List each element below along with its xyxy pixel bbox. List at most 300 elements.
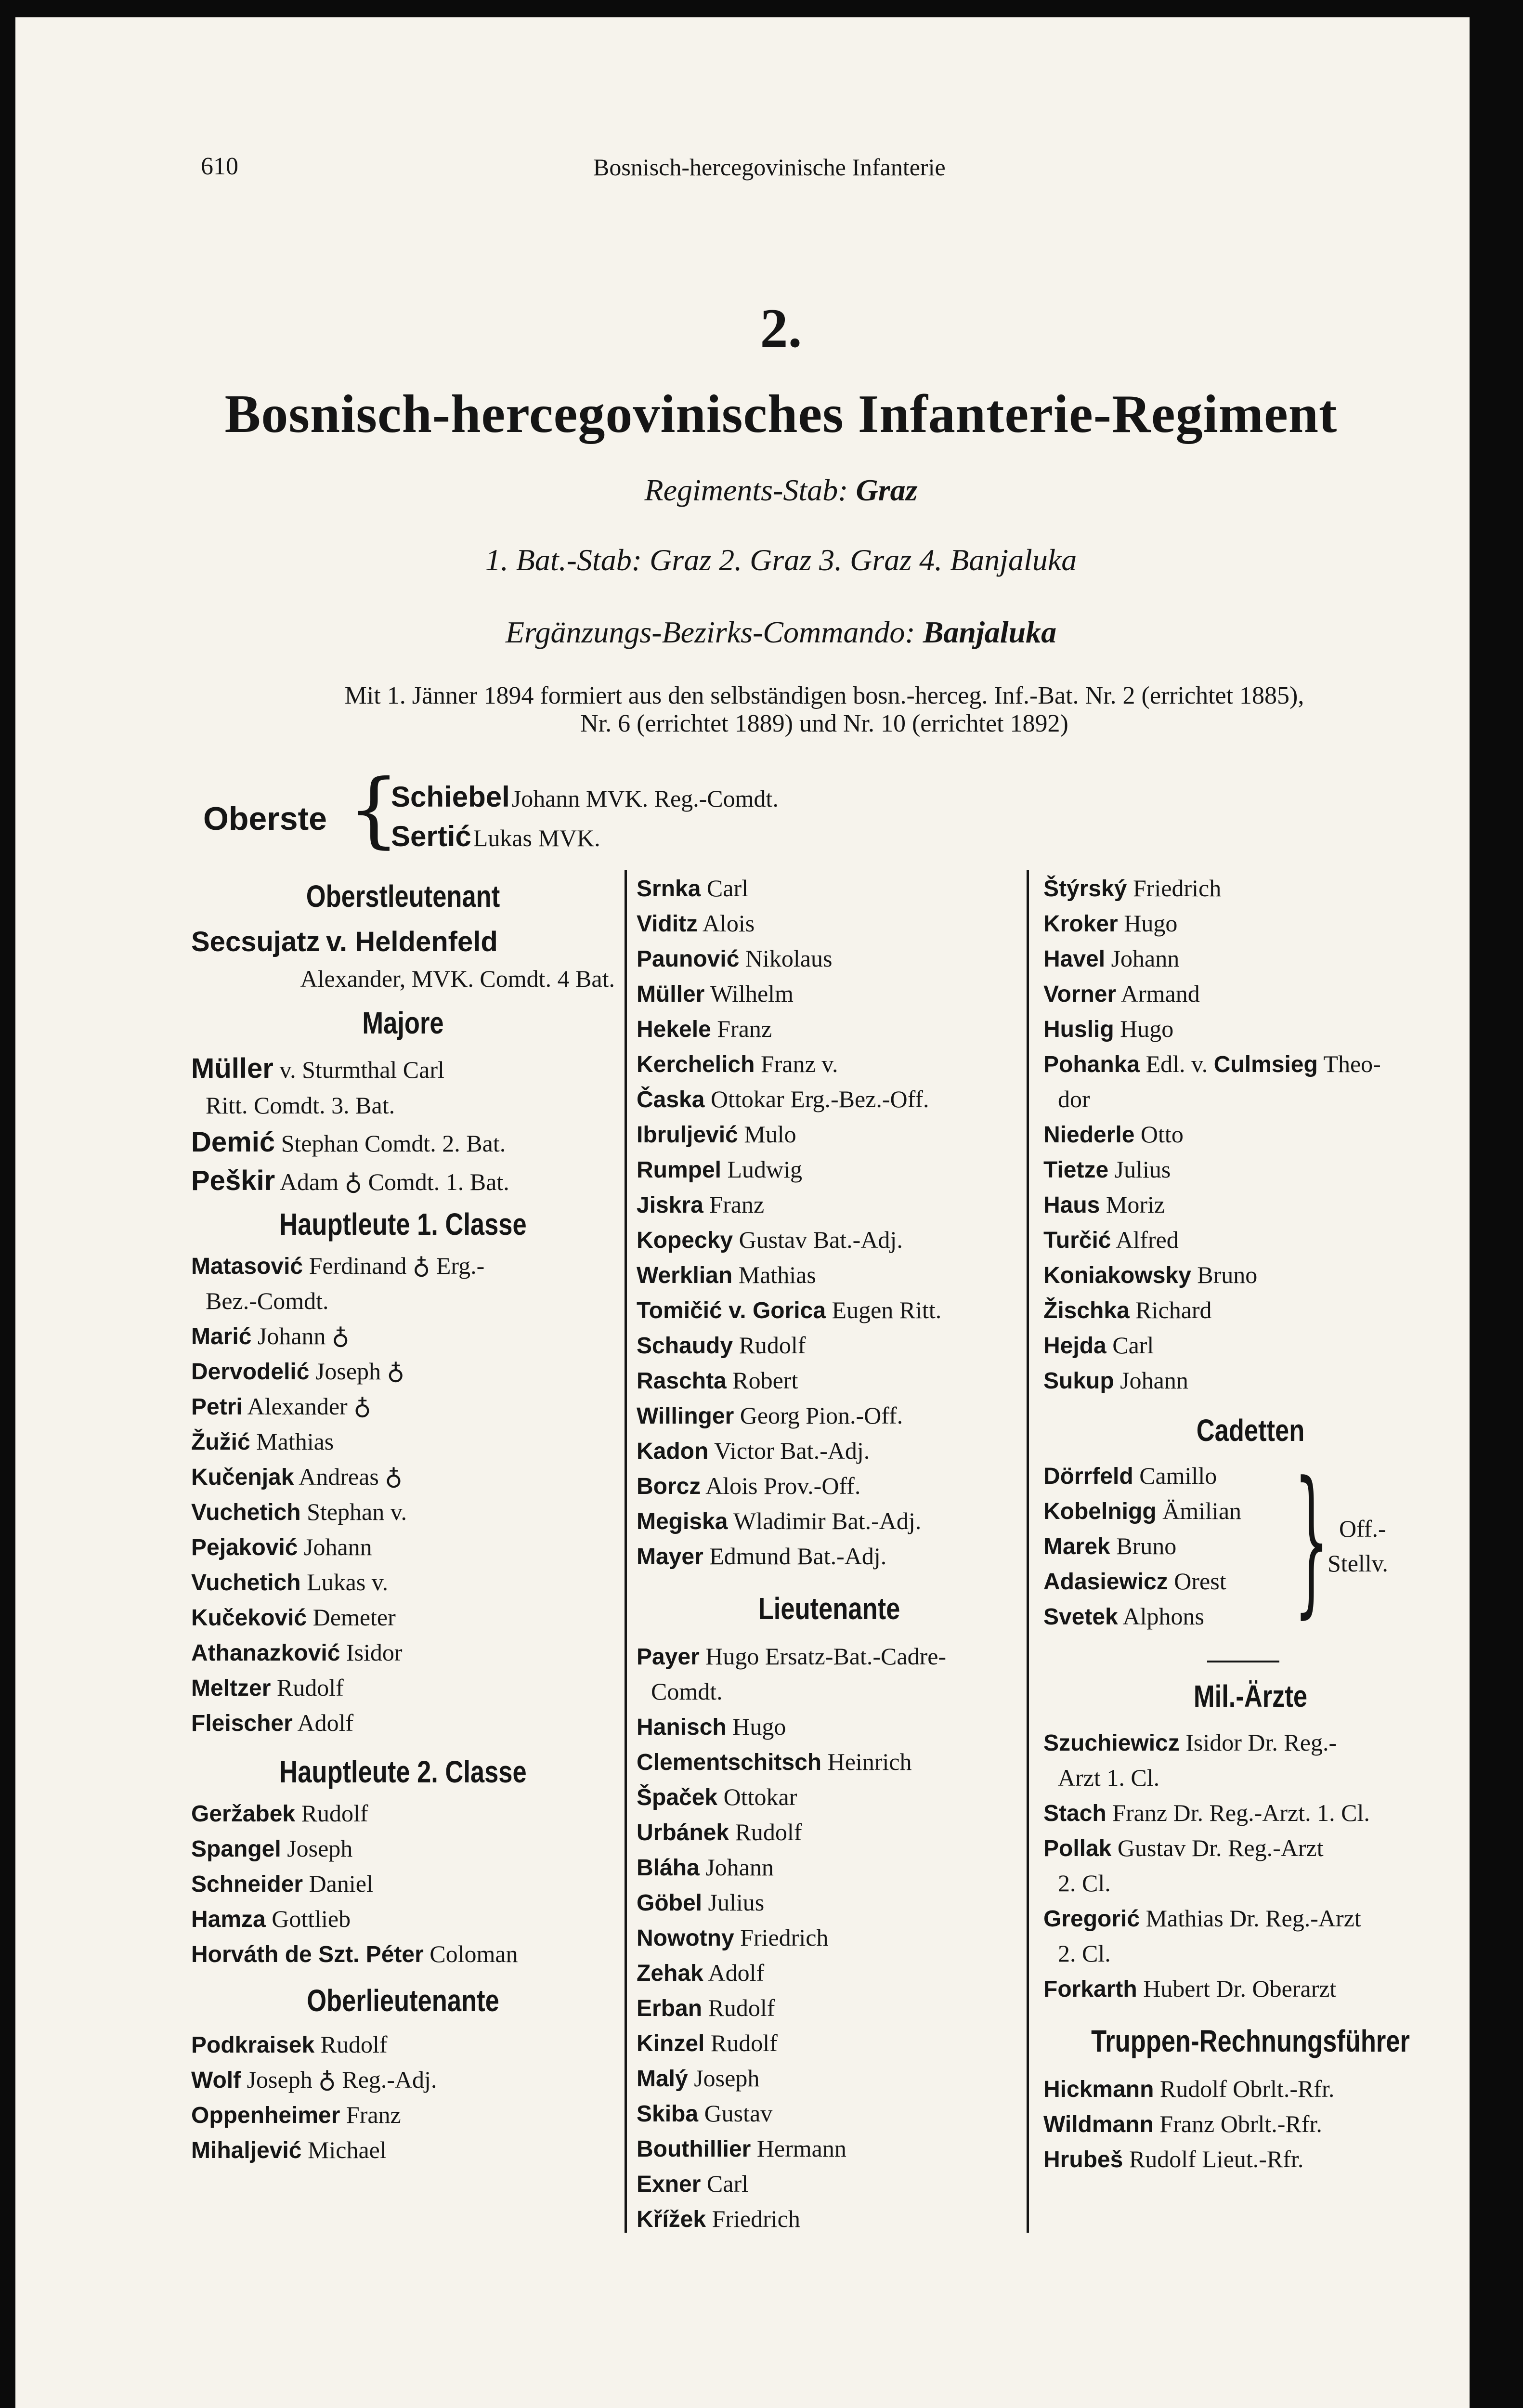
officer-name: Bouthillier bbox=[637, 2136, 751, 2162]
officer-name: Marek bbox=[1043, 1534, 1110, 1559]
column-2 bbox=[637, 871, 1022, 2237]
officer-details: Wladimir Bat.-Adj. bbox=[733, 1507, 922, 1534]
section-oberlieutenante: Oberlieutenante bbox=[307, 1983, 499, 2018]
officer-name: Štýrský bbox=[1043, 876, 1127, 902]
officer-name: Pohanka bbox=[1043, 1052, 1140, 1077]
list-item bbox=[191, 2097, 615, 2133]
officer-name: Hrubeš bbox=[1043, 2147, 1123, 2172]
cadetten-rank-note bbox=[1328, 1511, 1388, 1581]
officer-name: Meltzer bbox=[191, 1675, 271, 1701]
officer-name: Geržabek bbox=[191, 1801, 296, 1827]
officer-details: Mulo bbox=[744, 1121, 796, 1148]
officer-name: Časka bbox=[637, 1087, 705, 1112]
officer-details: Johann ♁ bbox=[257, 1322, 350, 1349]
list-item bbox=[637, 1187, 1022, 1222]
list-item bbox=[637, 1328, 1022, 1363]
officer-name: Borcz bbox=[637, 1474, 701, 1499]
officer-details: Ludwig bbox=[727, 1156, 803, 1183]
officer-name: Huslig bbox=[1043, 1017, 1114, 1042]
list-item bbox=[637, 1082, 1022, 1117]
officer-details: Andreas ♁ bbox=[299, 1463, 403, 1490]
officer-name: Žužić bbox=[191, 1429, 250, 1455]
list-item bbox=[637, 2061, 1022, 2096]
officer-name: Culmsieg bbox=[1213, 1052, 1318, 1077]
officer-name: Podkraisek bbox=[191, 2032, 315, 2058]
officer-name: Žischka bbox=[1043, 1298, 1130, 1323]
officer-details: Julius bbox=[708, 1889, 765, 1916]
officer-name: Hanisch bbox=[637, 1714, 727, 1740]
battalion-stations: 1. Bat.-Stab: Graz 2. Graz 3. Graz 4. Banjaluka bbox=[485, 543, 1077, 577]
list-item bbox=[637, 941, 1022, 976]
officer-details: Rudolf bbox=[320, 2031, 388, 2058]
officer-name: Hejda bbox=[1043, 1333, 1106, 1359]
officer-name: Paunović bbox=[637, 946, 740, 972]
list-item bbox=[1043, 1725, 1458, 1760]
officer-details: Hugo bbox=[1120, 1015, 1174, 1042]
officer-details: Hugo bbox=[1124, 910, 1178, 937]
list-item bbox=[1043, 2071, 1458, 2107]
officer-details: Franz v. bbox=[760, 1050, 838, 1077]
list-item bbox=[1043, 941, 1458, 976]
officer-details: Edmund Bat.-Adj. bbox=[709, 1543, 887, 1570]
list-item bbox=[637, 1363, 1022, 1398]
list-item bbox=[637, 1885, 1022, 1920]
regiments-stab-label: Regiments-Stab: bbox=[644, 473, 848, 507]
officer-details: 2. Cl. bbox=[1058, 1870, 1111, 1897]
officer-name: Oppenheimer bbox=[191, 2103, 340, 2128]
officer-details: Joseph bbox=[287, 1835, 353, 1862]
officer-details: Camillo bbox=[1139, 1462, 1217, 1489]
list-item bbox=[191, 1494, 615, 1530]
officer-details: Rudolf Obrlt.-Rfr. bbox=[1159, 2075, 1335, 2102]
list-item bbox=[1043, 1293, 1458, 1328]
officer-details: Otto bbox=[1140, 1121, 1184, 1148]
officer-name: Koniakowsky bbox=[1043, 1263, 1191, 1288]
list-item bbox=[191, 1319, 615, 1354]
officer-details: Johann bbox=[303, 1533, 372, 1560]
officer-details: Wilhelm bbox=[710, 980, 794, 1007]
column-divider-right bbox=[1027, 870, 1029, 2233]
officer-details: Armand bbox=[1120, 980, 1200, 1007]
officer-details: Joseph bbox=[694, 2065, 760, 2092]
ergaenzungs-bezirks-commando bbox=[15, 615, 1470, 650]
list-item bbox=[1043, 1529, 1458, 1564]
cadetten-brace: } bbox=[1294, 1448, 1329, 1633]
officer-name: Vorner bbox=[1043, 982, 1117, 1007]
officer-details: Carl bbox=[706, 2170, 748, 2197]
officer-details: Rudolf Lieut.-Rfr. bbox=[1129, 2146, 1304, 2172]
officer-name: Mihaljević bbox=[191, 2138, 302, 2163]
officer-details: Carl bbox=[1112, 1332, 1154, 1359]
list-item bbox=[637, 1117, 1022, 1152]
officer-details: Hugo Ersatz-Bat.-Cadre- bbox=[705, 1643, 947, 1670]
officer-details: Nikolaus bbox=[745, 945, 833, 972]
officer-details: Carl bbox=[706, 875, 748, 902]
officer-details: Hubert Dr. Oberarzt bbox=[1143, 1975, 1337, 2002]
cadetten-group bbox=[1043, 1448, 1458, 1634]
officer-details: Edl. v. bbox=[1146, 1050, 1208, 1077]
officer-details: Rudolf bbox=[739, 1332, 806, 1359]
list-item bbox=[1043, 2142, 1458, 2177]
officer-name: Kopecky bbox=[637, 1228, 733, 1253]
list-item bbox=[1043, 2107, 1458, 2142]
officer-name: Kroker bbox=[1043, 911, 1118, 937]
list-item bbox=[637, 1744, 1022, 1780]
bracket-label: Stellv. bbox=[1328, 1550, 1388, 1577]
officer-name: Adasiewicz bbox=[1043, 1569, 1168, 1595]
list-item bbox=[191, 1389, 615, 1424]
list-item bbox=[637, 1709, 1022, 1744]
officer-details: Georg Pion.-Off. bbox=[740, 1402, 903, 1429]
officer-name: Peškir bbox=[191, 1165, 275, 1196]
officer-name: Matasović bbox=[191, 1254, 303, 1279]
officer-name: Kerchelich bbox=[637, 1052, 755, 1077]
list-item bbox=[637, 1047, 1022, 1082]
list-item bbox=[637, 1815, 1022, 1850]
list-item bbox=[1043, 1599, 1458, 1634]
officer-details: Arzt 1. Cl. bbox=[1058, 1764, 1160, 1791]
list-item bbox=[191, 1459, 615, 1494]
officer-name: Erban bbox=[637, 1996, 703, 2021]
list-item bbox=[637, 1468, 1022, 1504]
officer-details: Franz bbox=[346, 2101, 401, 2128]
officer-details: dor bbox=[1058, 1086, 1090, 1112]
section-oberstleutenant: Oberstleutenant bbox=[306, 879, 500, 914]
officer-details: Franz Dr. Reg.-Arzt. 1. Cl. bbox=[1112, 1799, 1370, 1826]
officer-details: Johann bbox=[1120, 1367, 1188, 1394]
regiments-stab-place: Graz bbox=[856, 473, 918, 507]
column-3 bbox=[1043, 871, 1458, 2177]
officer-name: Urbánek bbox=[637, 1820, 729, 1845]
list-item bbox=[1043, 871, 1458, 906]
officer-details: Friedrich bbox=[712, 2205, 800, 2232]
officer-details: Johann bbox=[705, 1854, 774, 1881]
running-title: Bosnisch-hercegovinische Infanterie bbox=[593, 154, 946, 181]
officer-name: Zehak bbox=[637, 1961, 703, 1986]
officer-details: Theo- bbox=[1323, 1050, 1381, 1077]
officer-details: Alexander ♁ bbox=[247, 1393, 371, 1420]
oberst-entry bbox=[391, 817, 779, 856]
officer-name: Hekele bbox=[637, 1017, 711, 1042]
officer-details: Rudolf bbox=[710, 2029, 778, 2056]
officer-name: Werklian bbox=[637, 1263, 733, 1288]
officer-details: Mathias Dr. Reg.-Arzt bbox=[1146, 1905, 1361, 1932]
officer-name: Spangel bbox=[191, 1836, 281, 1862]
list-item bbox=[637, 1504, 1022, 1539]
officer-details: Adolf bbox=[297, 1709, 354, 1736]
officer-name: Clementschitsch bbox=[637, 1750, 822, 1775]
list-item bbox=[1043, 1328, 1458, 1363]
list-item bbox=[191, 1705, 615, 1741]
list-item bbox=[1043, 1222, 1458, 1257]
officer-name: Pejaković bbox=[191, 1535, 298, 1560]
list-item bbox=[637, 1152, 1022, 1187]
section-mil-aerzte: Mil.-Ärzte bbox=[1193, 1679, 1308, 1714]
list-item bbox=[191, 1866, 615, 1901]
erg-place: Banjaluka bbox=[923, 615, 1057, 649]
officer-details: Alexander, MVK. Comdt. 4 Bat. bbox=[300, 965, 615, 992]
list-item bbox=[637, 1011, 1022, 1047]
section-hauptleute-1: Hauptleute 1. Classe bbox=[279, 1207, 527, 1242]
officer-name: Bláha bbox=[637, 1855, 700, 1881]
officer-details: Julius bbox=[1114, 1156, 1171, 1183]
list-item bbox=[191, 1354, 615, 1389]
major-entry bbox=[191, 1162, 615, 1200]
officer-details: Richard bbox=[1135, 1296, 1212, 1323]
officer-name: Stach bbox=[1043, 1801, 1106, 1826]
officer-name: Nowotny bbox=[637, 1925, 734, 1951]
officer-details: Orest bbox=[1174, 1568, 1226, 1595]
officer-details: Hermann bbox=[756, 2135, 846, 2162]
officer-name: Pollak bbox=[1043, 1836, 1112, 1861]
formation-note-line2: Nr. 6 (errichtet 1889) und Nr. 10 (errichtet 1892) bbox=[580, 710, 1068, 737]
officer-details: Michael bbox=[307, 2136, 387, 2163]
officer-details: Victor Bat.-Adj. bbox=[714, 1437, 870, 1464]
list-item bbox=[191, 1565, 615, 1600]
list-item bbox=[191, 2027, 615, 2062]
oberst-entry bbox=[391, 777, 779, 817]
list-item bbox=[637, 1920, 1022, 1955]
officer-details: Alfred bbox=[1116, 1226, 1179, 1253]
section-truppen-rechnungsfuehrer: Truppen-Rechnungsführer bbox=[1091, 2024, 1410, 2058]
officer-name: Srnka bbox=[637, 876, 701, 902]
list-item bbox=[637, 1257, 1022, 1293]
officer-name: Raschta bbox=[637, 1368, 727, 1394]
officer-name: Vuchetich bbox=[191, 1500, 301, 1525]
officer-details: Friedrich bbox=[1132, 875, 1222, 902]
officer-details: Isidor Dr. Reg.- bbox=[1185, 1729, 1337, 1756]
officer-details: Rudolf bbox=[708, 1994, 775, 2021]
officer-name: Kadon bbox=[637, 1439, 709, 1464]
officer-details: Ottokar Erg.-Bez.-Off. bbox=[710, 1086, 929, 1112]
officer-name: Schneider bbox=[191, 1871, 303, 1897]
list-item bbox=[191, 1424, 615, 1459]
officer-details: Gottlieb bbox=[272, 1905, 351, 1932]
section-cadetten: Cadetten bbox=[1196, 1413, 1305, 1448]
officer-details: Stephan v. bbox=[307, 1498, 407, 1525]
officer-details: Mathias bbox=[738, 1261, 816, 1288]
list-item bbox=[1043, 1117, 1458, 1152]
list-item bbox=[637, 2131, 1022, 2166]
officer-details: Franz Obrlt.-Rfr. bbox=[1159, 2110, 1322, 2137]
officer-name: Wolf bbox=[191, 2068, 241, 2093]
officer-name: Demić bbox=[191, 1126, 275, 1158]
officer-name: Megiska bbox=[637, 1509, 728, 1534]
officer-name: Tietze bbox=[1043, 1157, 1109, 1183]
officer-details: Adam ♁ Comdt. 1. Bat. bbox=[279, 1168, 509, 1195]
document-page bbox=[15, 17, 1470, 2408]
list-item bbox=[1043, 1971, 1458, 2006]
list-item bbox=[191, 1796, 615, 1831]
bracket-label: Off.- bbox=[1339, 1515, 1386, 1542]
officer-details: Bruno bbox=[1116, 1532, 1177, 1559]
list-item bbox=[191, 1937, 615, 1972]
column-1 bbox=[191, 870, 615, 2168]
officer-details: Bez.-Comdt. bbox=[206, 1287, 329, 1314]
section-majore: Majore bbox=[362, 1006, 444, 1040]
officer-name: Hickmann bbox=[1043, 2077, 1154, 2102]
officer-details: Rudolf bbox=[301, 1800, 368, 1827]
list-item bbox=[191, 1831, 615, 1866]
officer-name: Wildmann bbox=[1043, 2112, 1154, 2137]
officer-name: Svetek bbox=[1043, 1604, 1118, 1630]
list-item bbox=[637, 1222, 1022, 1257]
list-item bbox=[1043, 1047, 1458, 1082]
officer-name: Malý bbox=[637, 2066, 688, 2092]
list-item bbox=[1043, 1187, 1458, 1222]
officer-name: Horváth de Szt. Péter bbox=[191, 1942, 424, 1967]
officer-name: Kobelnigg bbox=[1043, 1499, 1157, 1524]
officer-name: Hamza bbox=[191, 1907, 266, 1932]
list-item bbox=[191, 2133, 615, 2168]
officer-details: Friedrich bbox=[740, 1924, 829, 1951]
officer-details: Eugen Ritt. bbox=[832, 1296, 942, 1323]
officer-name: Müller bbox=[637, 982, 705, 1007]
officer-details: Joseph ♁ Reg.-Adj. bbox=[247, 2066, 437, 2093]
officer-details: Coloman bbox=[430, 1940, 518, 1967]
list-item bbox=[637, 2026, 1022, 2061]
officer-details: Comdt. bbox=[651, 1678, 723, 1705]
officer-name: Sukup bbox=[1043, 1368, 1114, 1394]
officer-name: Tomičić v. Gorica bbox=[637, 1298, 826, 1323]
officer-name: Müller bbox=[191, 1053, 273, 1084]
officer-details: Heinrich bbox=[827, 1748, 912, 1775]
regiments-stab bbox=[15, 472, 1470, 508]
erg-label: Ergänzungs-Bezirks-Commando: bbox=[505, 615, 915, 649]
officer-details: Franz bbox=[709, 1191, 765, 1218]
officer-details: Daniel bbox=[309, 1870, 373, 1897]
officer-name: Haus bbox=[1043, 1192, 1100, 1218]
officer-name: Kučeković bbox=[191, 1605, 307, 1631]
list-item bbox=[191, 1635, 615, 1670]
list-item bbox=[637, 1780, 1022, 1815]
list-item bbox=[1043, 1257, 1458, 1293]
list-item bbox=[191, 1670, 615, 1705]
officer-name: Havel bbox=[1043, 946, 1106, 972]
officer-details: Alois Prov.-Off. bbox=[705, 1472, 861, 1499]
officer-details: 2. Cl. bbox=[1058, 1940, 1111, 1967]
oberste-list bbox=[391, 777, 779, 856]
page-number: 610 bbox=[201, 153, 238, 180]
list-item bbox=[1043, 1363, 1458, 1398]
officer-details: v. Sturmthal Carl bbox=[279, 1056, 444, 1083]
list-item bbox=[1043, 1564, 1458, 1599]
officer-details: Rudolf bbox=[276, 1674, 344, 1701]
officer-name: Křížek bbox=[637, 2207, 706, 2232]
officer-details: Robert bbox=[732, 1367, 798, 1394]
section-lieutenante: Lieutenante bbox=[758, 1591, 900, 1626]
officer-name: Dervodelić bbox=[191, 1359, 310, 1385]
officer-details: Stephan Comdt. 2. Bat. bbox=[281, 1130, 506, 1157]
list-item bbox=[1043, 1493, 1458, 1529]
formation-note-line1: Mit 1. Jänner 1894 formiert aus den selbständigen bosn.-herceg. Inf.-Bat. Nr. 2 (errichtet 1885), bbox=[344, 682, 1304, 709]
officer-name-suffix: v. Heldenfeld bbox=[326, 926, 498, 957]
officer-name: Petri bbox=[191, 1394, 243, 1420]
oberste-brace: { bbox=[348, 762, 400, 857]
list-item bbox=[637, 1955, 1022, 1990]
list-item bbox=[637, 1539, 1022, 1574]
list-item bbox=[1043, 1011, 1458, 1047]
list-item bbox=[637, 871, 1022, 906]
officer-details: Ämilian bbox=[1162, 1497, 1242, 1524]
section-hauptleute-2: Hauptleute 2. Classe bbox=[279, 1754, 527, 1789]
column-divider-left bbox=[625, 870, 627, 2233]
officer-details: Ottokar bbox=[723, 1783, 797, 1810]
officer-name: Athanazković bbox=[191, 1640, 340, 1666]
oberst-name: Schiebel bbox=[391, 781, 510, 813]
officer-name: Kučenjak bbox=[191, 1465, 294, 1490]
list-item bbox=[191, 2062, 615, 2097]
officer-details: Joseph ♁ bbox=[315, 1358, 405, 1385]
list-item bbox=[1043, 1831, 1458, 1866]
officer-name: Viditz bbox=[637, 911, 698, 937]
list-item bbox=[637, 1293, 1022, 1328]
officer-name: Turčić bbox=[1043, 1228, 1111, 1253]
officer-name: Gregorić bbox=[1043, 1906, 1140, 1932]
officer-name: Marić bbox=[191, 1324, 252, 1349]
officer-name: Schaudy bbox=[637, 1333, 733, 1359]
oberst-details: Lukas MVK. bbox=[473, 824, 600, 851]
officer-name: Ibruljević bbox=[637, 1122, 738, 1148]
formation-note bbox=[198, 682, 1450, 738]
list-item bbox=[191, 1530, 615, 1565]
list-item bbox=[191, 1600, 615, 1635]
officer-details: Adolf bbox=[708, 1959, 765, 1986]
officer-details: Franz bbox=[717, 1015, 772, 1042]
list-item bbox=[191, 1901, 615, 1937]
officer-name: Rumpel bbox=[637, 1157, 722, 1183]
officer-name: Vuchetich bbox=[191, 1570, 301, 1596]
oberstleutenant-entry bbox=[191, 923, 615, 961]
oberst-name: Sertić bbox=[391, 820, 471, 852]
officer-details: Demeter bbox=[312, 1604, 396, 1631]
regiment-number: 2. bbox=[760, 298, 802, 359]
officer-name: Niederle bbox=[1043, 1122, 1135, 1148]
officer-details: Gustav Dr. Reg.-Arzt bbox=[1117, 1834, 1324, 1861]
officer-name: Göbel bbox=[637, 1890, 703, 1916]
officer-name: Forkarth bbox=[1043, 1976, 1137, 2002]
major-entry bbox=[191, 1049, 615, 1088]
officer-details: Johann bbox=[1111, 945, 1180, 972]
list-item bbox=[1043, 1901, 1458, 1936]
officer-name: Secsujatz bbox=[191, 926, 320, 957]
officer-details: Ferdinand ♁ Erg.- bbox=[309, 1252, 485, 1279]
officer-details: Isidor bbox=[346, 1639, 403, 1666]
list-item bbox=[637, 1433, 1022, 1468]
officer-details: Bruno bbox=[1197, 1261, 1258, 1288]
officer-details: Ritt. Comdt. 3. Bat. bbox=[206, 1092, 395, 1119]
list-item bbox=[637, 1990, 1022, 2026]
list-item bbox=[1043, 1152, 1458, 1187]
officer-name: Špaček bbox=[637, 1785, 718, 1810]
officer-details: Hugo bbox=[732, 1713, 786, 1740]
list-item bbox=[1043, 976, 1458, 1011]
officer-name: Dörrfeld bbox=[1043, 1464, 1133, 1489]
list-item bbox=[637, 2166, 1022, 2201]
list-item bbox=[1043, 1458, 1458, 1493]
officer-details: Alois bbox=[702, 910, 755, 937]
list-item bbox=[637, 1398, 1022, 1433]
list-item bbox=[637, 976, 1022, 1011]
officer-name: Szuchiewicz bbox=[1043, 1730, 1180, 1756]
officer-name: Exner bbox=[637, 2172, 701, 2197]
officer-details: Gustav bbox=[704, 2100, 773, 2127]
list-item bbox=[1043, 1795, 1458, 1831]
officer-name: Mayer bbox=[637, 1544, 703, 1570]
oberste-label: Oberste bbox=[203, 800, 327, 837]
list-item bbox=[637, 906, 1022, 941]
officer-details: Gustav Bat.-Adj. bbox=[739, 1226, 903, 1253]
